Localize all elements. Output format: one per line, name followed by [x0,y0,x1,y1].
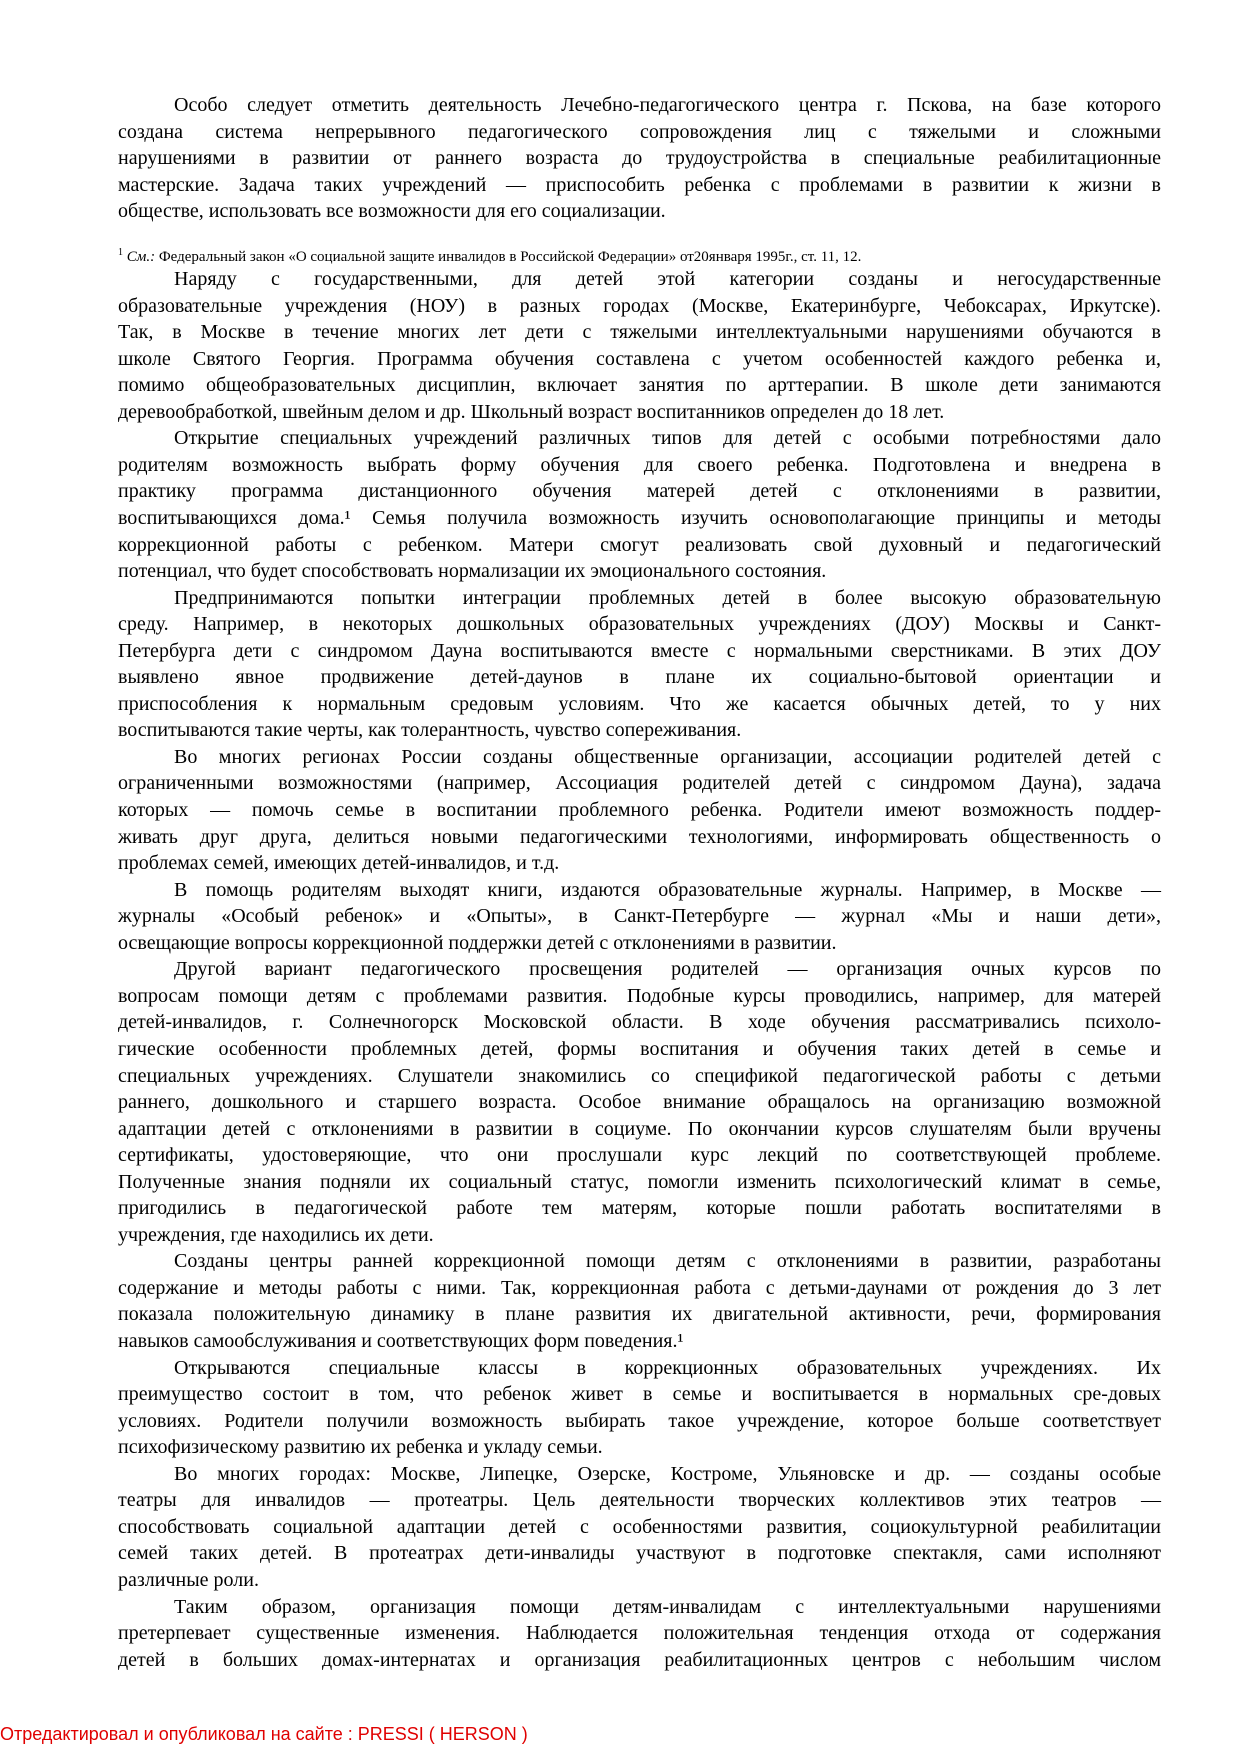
paragraph-line: преимущество состоит в том, что ребенок живет в семье и воспитывается в нормальных сре-довых [118,1383,1161,1406]
publisher-footer: Отредактировал и опубликовал на сайте : PRESSI ( HERSON ) [0,1724,528,1744]
footnote-mark: 1 [118,247,123,258]
paragraph-line: способствовать социальной адаптации детей с особенностями развития, социокультурной реабилитации [118,1515,1161,1538]
paragraph-line: семей таких детей. В протеатрах дети-инвалиды участвуют в подготовке спектакля, сами исполняют [118,1542,1161,1565]
paragraph-line: воспитывающихся дома.¹ Семья получила возможность изучить основополагающие принципы и методы [118,506,1161,529]
paragraph-line: Открываются специальные классы в коррекционных образовательных учреждениях. Их [174,1356,1161,1379]
paragraph-line: детей в больших домах-интернатах и организация реабилитационных центров с небольшим числом [118,1648,1161,1671]
paragraph-line: показала положительную динамику в плане развития их двигательной активности, речи, формирования [118,1303,1161,1326]
paragraph-line: проблемах семей, имеющих детей-инвалидов, и т.д. [118,852,560,875]
paragraph-line: Во многих регионах России созданы общественные организации, ассоциации родителей детей с [174,745,1161,768]
paragraph-line: Особо следует отметить деятельность Лечебно-педагогического центра г. Пскова, на базе которого [174,94,1161,116]
paragraph-line: детей-инвалидов, г. Солнечногорск Московской области. В ходе обучения рассматривались психоло- [118,1011,1161,1034]
paragraph-line: приспособления к нормальным средовым условиям. Что же касается обычных детей, то у них [118,692,1161,715]
paragraph-line: условиях. Родители получили возможность выбирать такое учреждение, которое больше соответствует [118,1409,1161,1432]
paragraph-line: претерпевает существенные изменения. Наблюдается положительная тенденция отхода от содержания [118,1622,1161,1645]
paragraph-line: нарушениями в развитии от раннего возраста до трудоустройства в специальные реабилитационные [118,147,1161,170]
paragraph-line: ограниченными возможностями (например, Ассоциация родителей детей с синдромом Дауна), задача [118,772,1161,795]
paragraph-line: помимо общеобразовательных дисциплин, включает занятия по арттерапии. В школе дети занимаются [118,374,1161,397]
paragraph-line: Петербурга дети с синдромом Дауна воспитываются вместе с нормальными сверстниками. В этих ДОУ [118,639,1161,662]
paragraph-line: навыков самообслуживания и соответствующих форм поведения.¹ [118,1330,684,1352]
paragraph-line: Во многих городах: Москве, Липецке, Озерске, Костроме, Ульяновске и др. — созданы особые [174,1462,1161,1485]
paragraph-line: гические особенности проблемных детей, формы воспитания и обучения таких детей в семье и [118,1037,1161,1060]
paragraph-line: адаптации детей с отклонениями в развитии в социуме. По окончании курсов слушателям были вручены [118,1117,1161,1140]
paragraph-line: которых — помочь семье в воспитании проблемного ребенка. Родители имеют возможность поддер- [118,799,1161,821]
paragraph-line: воспитываются такие черты, как толерантность, чувство сопереживания. [118,719,742,742]
paragraph-line: практику программа дистанционного обучения матерей детей с отклонениями в развитии, [118,480,1161,503]
paragraph-line: журналы «Особый ребенок» и «Опыты», в Санкт-Петербурге — журнал «Мы и наши дети», [118,905,1161,928]
paragraph-line: Полученные знания подняли их социальный статус, помогли изменить психологический климат в семье, [118,1170,1161,1193]
paragraph-line: создана система непрерывного педагогического сопровождения лиц с тяжелыми и сложными [118,120,1161,143]
paragraph-line: Открытие специальных учреждений различных типов для детей с особыми потребностями дало [174,427,1161,450]
paragraph-line: пригодились в педагогической работе тем матерям, которые пошли работать воспитателями в [118,1197,1161,1220]
paragraph-line: раннего, дошкольного и старшего возраста. Особое внимание обращалось на организацию возможной [118,1091,1161,1114]
paragraph-line: учреждения, где находились их дети. [118,1223,434,1246]
paragraph-line: Другой вариант педагогического просвещения родителей — организация очных курсов по [174,958,1161,981]
paragraph-line: образовательные учреждения (НОУ) в разных городах (Москве, Екатеринбурге, Чебоксарах, Иркутске). [118,294,1161,317]
paragraph-line: В помощь родителям выходят книги, издаются образовательные журналы. Например, в Москве — [174,878,1161,901]
paragraph-line: выявлено явное продвижение детей-даунов в плане их социально-бытовой ориентации и [118,666,1161,689]
footnote [118,243,861,267]
paragraph-line: Наряду с государственными, для детей этой категории созданы и негосударственные [174,268,1161,290]
paragraph-line: школе Святого Георгия. Программа обучения составлена с учетом особенностей каждого ребенка и, [118,347,1161,370]
paragraph-line: живать друг друга, делиться новыми педагогическими технологиями, информировать общественность о [118,825,1161,848]
paragraph-line: обществе, использовать все возможности для его социализации. [118,200,666,223]
footnote-abbr: См.: [126,249,156,265]
paragraph-line: различные роли. [118,1568,259,1591]
paragraph-line: потенциал, что будет способствовать нормализации их эмоционального состояния. [118,560,827,583]
paragraph-line: Таким образом, организация помощи детям-инвалидам с интеллектуальными нарушениями [174,1595,1161,1618]
paragraph-line: театры для инвалидов — протеатры. Цель деятельности творческих коллективов этих театров — [118,1489,1161,1512]
paragraph-line: сертификаты, удостоверяющие, что они прослушали курс лекций по соответствующей проблеме. [118,1144,1161,1167]
paragraph-line: Предпринимаются попытки интеграции проблемных детей в более высокую образовательную [174,586,1161,609]
paragraph-line: мастерские. Задача таких учреждений — приспособить ребенка с проблемами в развитии к жизни в [118,173,1161,196]
paragraph-line: Созданы центры ранней коррекционной помощи детям с отклонениями в развитии, разработаны [174,1250,1161,1273]
paragraph-line: деревообработкой, швейным делом и др. Школьный возраст воспитанников определен до 18 лет. [118,400,945,423]
paragraph-line: психофизическому развитию их ребенка и укладу семьи. [118,1436,603,1459]
paragraph-line: родителям возможность выбрать форму обучения для своего ребенка. Подготовлена и внедрена в [118,453,1161,476]
paragraph-line: Так, в Москве в течение многих лет дети с тяжелыми интеллектуальными нарушениями обучаются в [118,321,1161,344]
paragraph-line: освещающие вопросы коррекционной поддержки детей с отклонениями в развитии. [118,931,837,954]
paragraph-line: коррекционной работы с ребенком. Матери смогут реализовать свой духовный и педагогический [118,533,1161,556]
paragraph-line: содержание и методы работы с ними. Так, коррекционная работа с детьми-даунами от рождения до 3 лет [118,1276,1161,1299]
paragraph-line: среду. Например, в некоторых дошкольных образовательных учреждениях (ДОУ) Москвы и Санкт- [118,613,1161,636]
paragraph-line: специальных учреждениях. Слушатели знакомились со спецификой педагогической работы с детьми [118,1064,1161,1087]
footnote-text: Федеральный закон «О социальной защите инвалидов в Российской Федерации» от20января 1995г., ст. 11, 12. [155,249,862,265]
paragraph-line: вопросам помощи детям с проблемами развития. Подобные курсы проводились, например, для матерей [118,984,1161,1007]
